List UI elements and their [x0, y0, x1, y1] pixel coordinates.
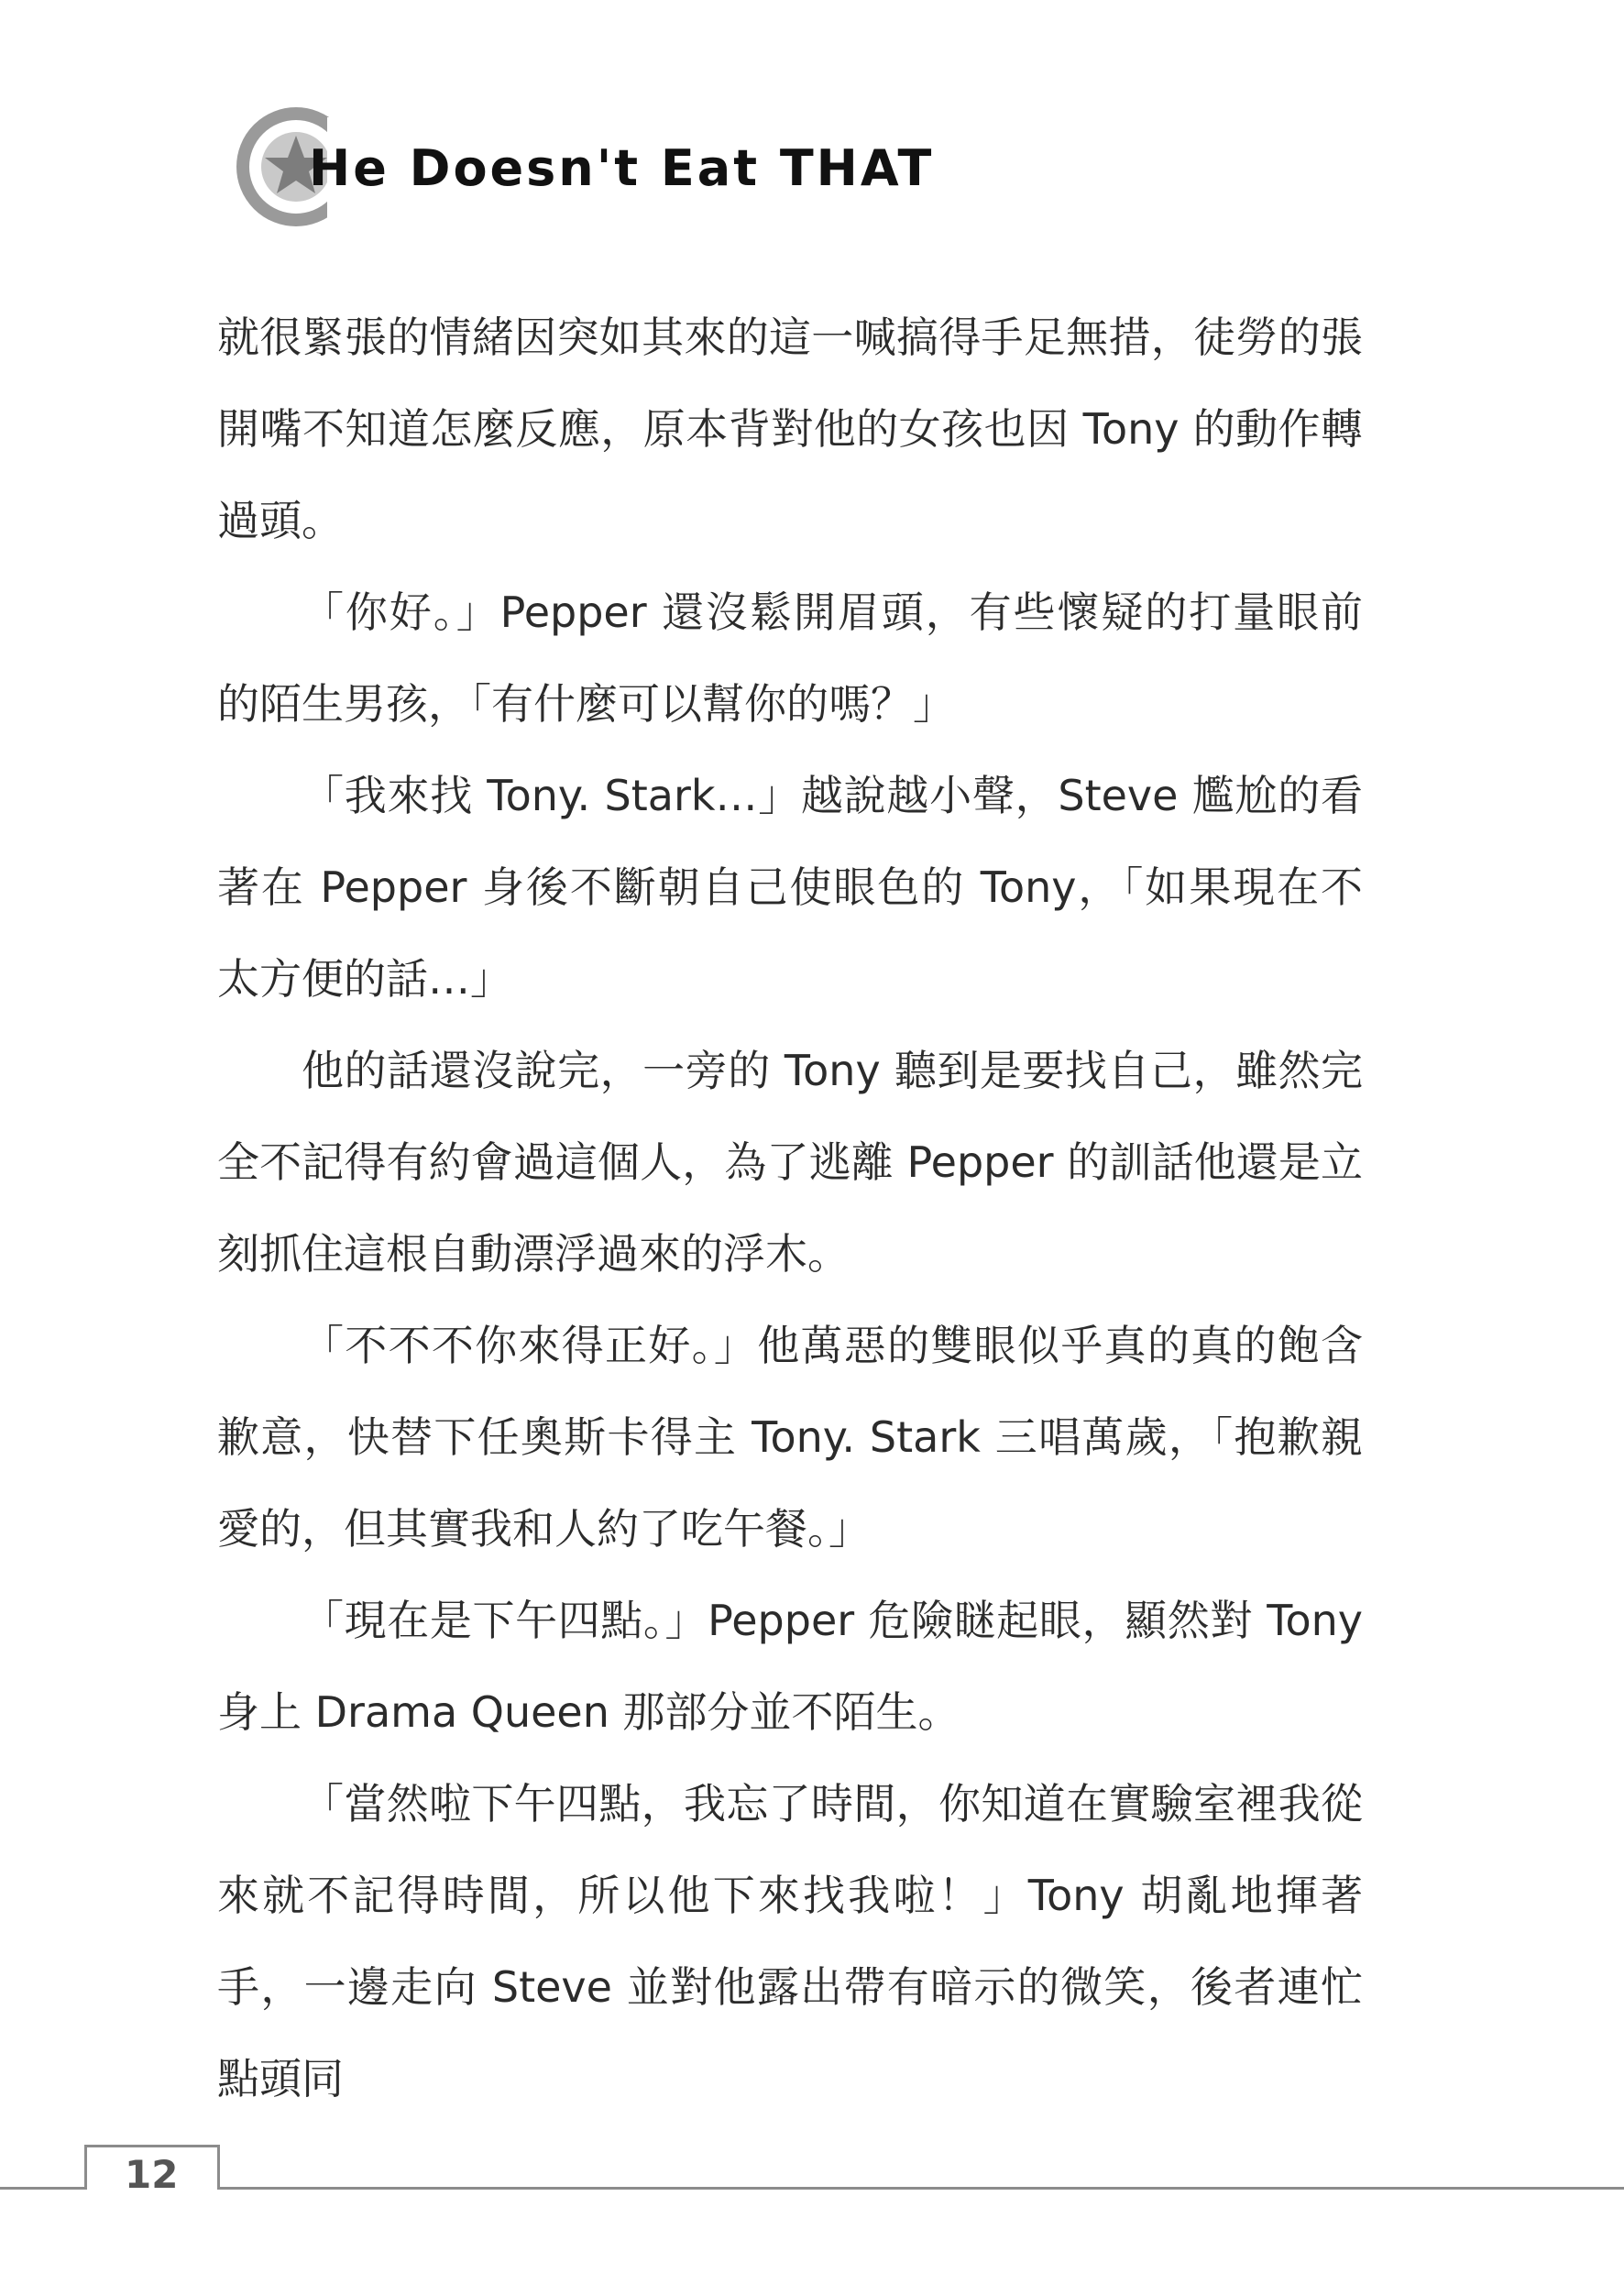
page-number: 12: [125, 2152, 179, 2197]
paragraph: 「不不不你來得正好。」他萬惡的雙眼似乎真的真的飽含歉意，快替下任奧斯卡得主 Tony. Stark 三唱萬歲，「抱歉親愛的，但其實我和人約了吃午餐。」: [217, 1321, 1363, 1554]
body-text: [217, 291, 1363, 2125]
paragraph: 「當然啦下午四點，我忘了時間，你知道在實驗室裡我從來就不記得時間，所以他下來找我啦！」Tony 胡亂地揮著手，一邊走向 Steve 並對他露出帶有暗示的微笑，後者連忙點頭同: [217, 1779, 1363, 2103]
paragraph: 他的話還沒說完，一旁的 Tony 聽到是要找自己，雖然完全不記得有約會過這個人，為了逃離 Pepper 的訓話他還是立刻抓住這根自動漂浮過來的浮木。: [217, 1046, 1363, 1279]
paragraph: 「現在是下午四點。」Pepper 危險瞇起眼，顯然對 Tony 身上 Drama Queen 那部分並不陌生。: [217, 1596, 1363, 1737]
footer-rule: [0, 2187, 1624, 2190]
paragraph: 「我來找 Tony. Stark…」越說越小聲，Steve 尷尬的看著在 Pepper 身後不斷朝自己使眼色的 Tony，「如果現在不太方便的話…」: [217, 771, 1363, 1004]
paragraph: 就很緊張的情緒因突如其來的這一喊搞得手足無措，徒勞的張開嘴不知道怎麼反應，原本背對他的女孩也因 Tony 的動作轉過頭。: [217, 313, 1363, 545]
book-title: He Doesn't Eat THAT: [309, 139, 935, 197]
page-header: [225, 99, 935, 232]
paragraph: 「你好。」Pepper 還沒鬆開眉頭，有些懷疑的打量眼前的陌生男孩，「有什麼可以幫你的嗎？」: [217, 587, 1363, 729]
